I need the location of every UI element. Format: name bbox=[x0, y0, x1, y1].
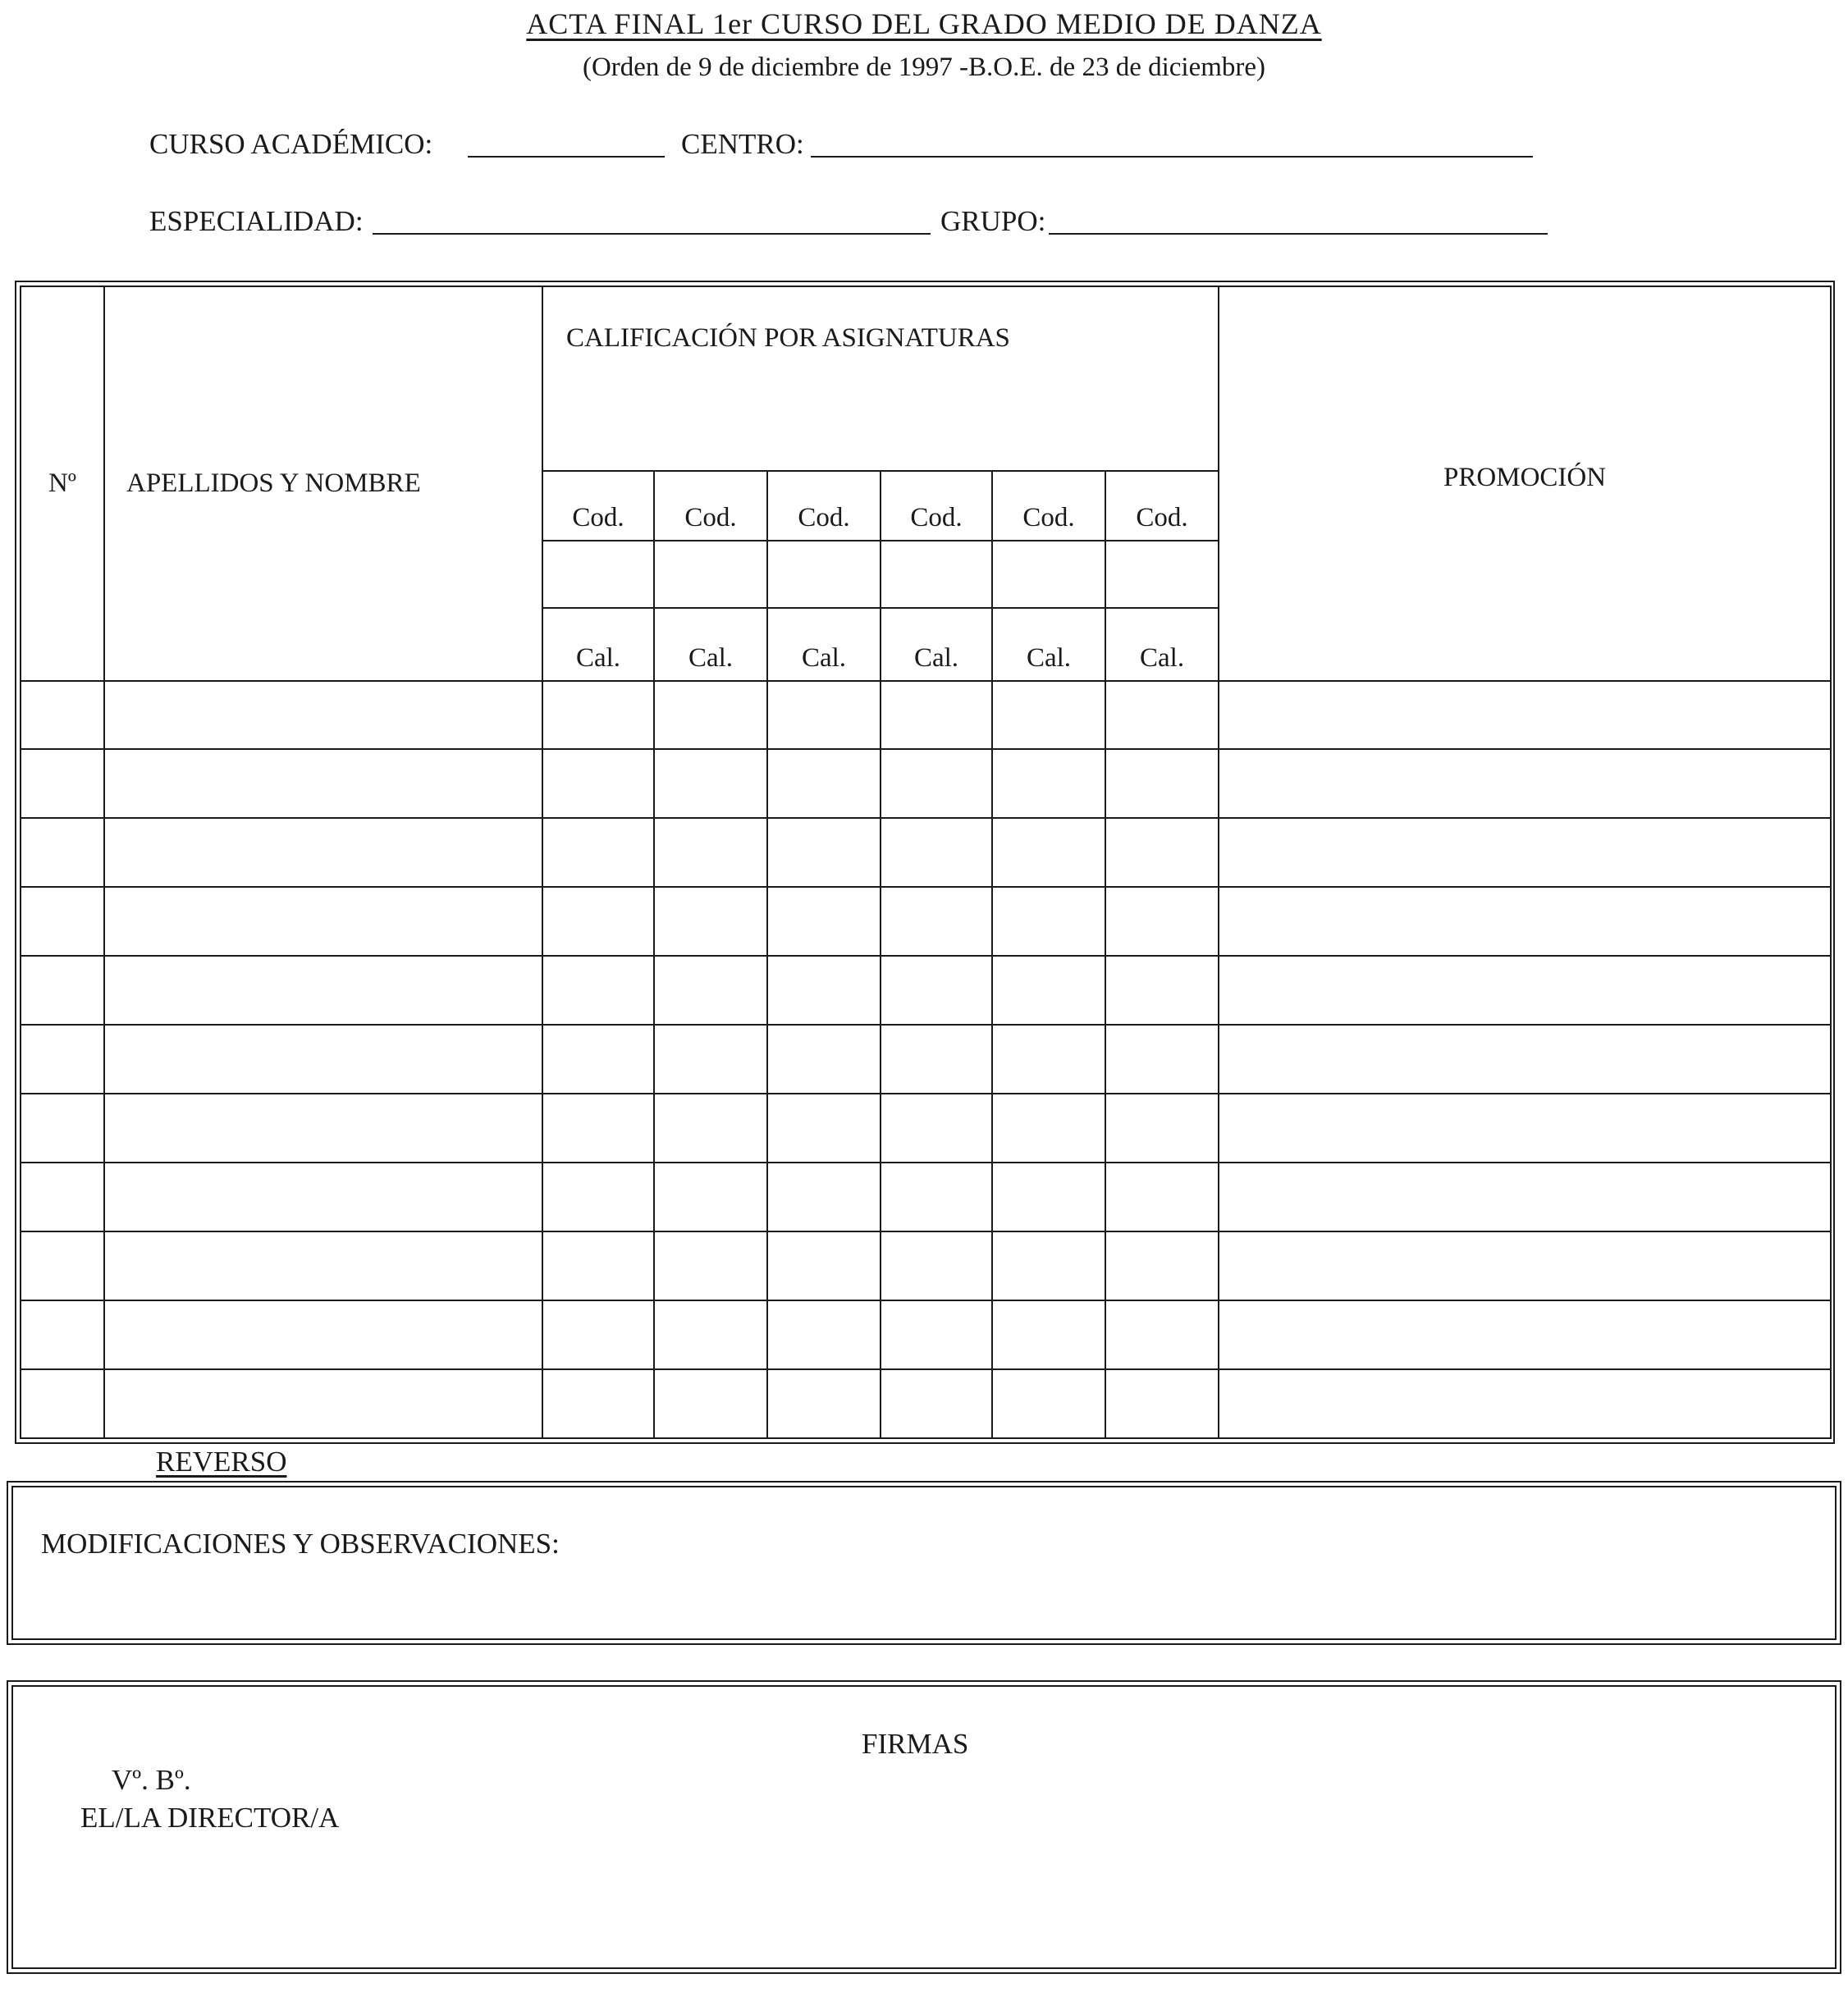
student-name-cell[interactable] bbox=[104, 1369, 542, 1438]
grade-label: Cal. bbox=[767, 608, 881, 680]
row-number-cell[interactable] bbox=[21, 1163, 104, 1231]
observaciones-field[interactable] bbox=[11, 1486, 1837, 1640]
subject-grade-cell[interactable] bbox=[992, 1025, 1105, 1094]
subject-grade-cell[interactable] bbox=[992, 749, 1105, 818]
code-label: Cod. bbox=[992, 471, 1105, 540]
subject-grade-cell[interactable] bbox=[767, 1231, 881, 1300]
student-name-cell[interactable] bbox=[104, 956, 542, 1025]
subject-grade-cell[interactable] bbox=[767, 956, 881, 1025]
promocion-cell[interactable] bbox=[1219, 818, 1831, 887]
grades-table bbox=[20, 286, 1832, 1439]
subject-grade-cell[interactable] bbox=[654, 1369, 767, 1438]
table-row bbox=[21, 1163, 1831, 1231]
table-row bbox=[21, 681, 1831, 750]
subject-grade-cell[interactable] bbox=[881, 1163, 992, 1231]
subject-grade-cell[interactable] bbox=[654, 1163, 767, 1231]
subject-grade-cell[interactable] bbox=[767, 681, 881, 750]
subject-grade-cell[interactable] bbox=[881, 749, 992, 818]
subject-grade-cell[interactable] bbox=[1105, 749, 1219, 818]
promocion-cell[interactable] bbox=[1219, 681, 1831, 750]
promocion-cell[interactable] bbox=[1219, 1025, 1831, 1094]
table-row bbox=[21, 818, 1831, 887]
code-label: Cod. bbox=[542, 471, 654, 540]
subject-grade-cell[interactable] bbox=[992, 956, 1105, 1025]
subject-grade-cell[interactable] bbox=[767, 1369, 881, 1438]
subject-grade-cell[interactable] bbox=[992, 818, 1105, 887]
subject-grade-cell[interactable] bbox=[1105, 1369, 1219, 1438]
subject-grade-cell[interactable] bbox=[992, 681, 1105, 750]
table-row bbox=[21, 1300, 1831, 1369]
observaciones-label: MODIFICACIONES Y OBSERVACIONES: bbox=[41, 1528, 560, 1560]
row-number-cell[interactable] bbox=[21, 749, 104, 818]
subject-grade-cell[interactable] bbox=[654, 1300, 767, 1369]
subject-grade-cell[interactable] bbox=[992, 1231, 1105, 1300]
subject-grade-cell[interactable] bbox=[542, 887, 654, 956]
subject-grade-cell[interactable] bbox=[654, 887, 767, 956]
subject-grade-cell[interactable] bbox=[542, 1025, 654, 1094]
subject-grade-cell[interactable] bbox=[767, 1300, 881, 1369]
subject-code-cell[interactable] bbox=[654, 541, 767, 608]
subject-grade-cell[interactable] bbox=[1105, 1025, 1219, 1094]
table-row bbox=[21, 1369, 1831, 1438]
subject-grade-cell[interactable] bbox=[654, 818, 767, 887]
table-row bbox=[21, 956, 1831, 1025]
grade-label: Cal. bbox=[542, 608, 654, 680]
row-number-cell[interactable] bbox=[21, 956, 104, 1025]
subject-grade-cell[interactable] bbox=[881, 1300, 992, 1369]
especialidad-field[interactable] bbox=[373, 233, 931, 235]
reverso-heading: REVERSO bbox=[156, 1446, 287, 1478]
promocion-cell[interactable] bbox=[1219, 1300, 1831, 1369]
column-header-calificacion: CALIFICACIÓN POR ASIGNATURAS bbox=[542, 286, 1219, 471]
subject-grade-cell[interactable] bbox=[881, 1231, 992, 1300]
row-number-cell[interactable] bbox=[21, 1231, 104, 1300]
student-name-cell[interactable] bbox=[104, 818, 542, 887]
subject-grade-cell[interactable] bbox=[992, 887, 1105, 956]
subject-grade-cell[interactable] bbox=[542, 1231, 654, 1300]
student-name-cell[interactable] bbox=[104, 1094, 542, 1163]
form-subtitle: (Orden de 9 de diciembre de 1997 -B.O.E. de 23 de diciembre) bbox=[582, 53, 1266, 82]
subject-grade-cell[interactable] bbox=[881, 887, 992, 956]
subject-grade-cell[interactable] bbox=[767, 1025, 881, 1094]
subject-grade-cell[interactable] bbox=[654, 956, 767, 1025]
subject-grade-cell[interactable] bbox=[542, 1300, 654, 1369]
subject-grade-cell[interactable] bbox=[881, 818, 992, 887]
student-name-cell[interactable] bbox=[104, 1025, 542, 1094]
subject-grade-cell[interactable] bbox=[654, 681, 767, 750]
subject-grade-cell[interactable] bbox=[542, 1163, 654, 1231]
subject-grade-cell[interactable] bbox=[1105, 818, 1219, 887]
promocion-cell[interactable] bbox=[1219, 1094, 1831, 1163]
subject-grade-cell[interactable] bbox=[992, 1369, 1105, 1438]
student-name-cell[interactable] bbox=[104, 1300, 542, 1369]
column-header-promocion: PROMOCIÓN bbox=[1219, 286, 1831, 681]
subject-grade-cell[interactable] bbox=[542, 681, 654, 750]
subject-grade-cell[interactable] bbox=[767, 887, 881, 956]
code-label: Cod. bbox=[654, 471, 767, 540]
table-row bbox=[21, 749, 1831, 818]
subject-grade-cell[interactable] bbox=[654, 1025, 767, 1094]
subject-grade-cell[interactable] bbox=[767, 818, 881, 887]
grade-label: Cal. bbox=[881, 608, 992, 680]
table-row bbox=[21, 1094, 1831, 1163]
subject-grade-cell[interactable] bbox=[1105, 956, 1219, 1025]
row-number-cell[interactable] bbox=[21, 887, 104, 956]
subject-grade-cell[interactable] bbox=[881, 1094, 992, 1163]
subject-grade-cell[interactable] bbox=[542, 956, 654, 1025]
promocion-cell[interactable] bbox=[1219, 1163, 1831, 1231]
grupo-field[interactable] bbox=[1049, 233, 1548, 235]
subject-code-cell[interactable] bbox=[767, 541, 881, 608]
subject-grade-cell[interactable] bbox=[881, 1369, 992, 1438]
table-row bbox=[21, 1025, 1831, 1094]
row-number-cell[interactable] bbox=[21, 1369, 104, 1438]
subject-grade-cell[interactable] bbox=[1105, 1163, 1219, 1231]
student-name-cell[interactable] bbox=[104, 749, 542, 818]
subject-grade-cell[interactable] bbox=[654, 1094, 767, 1163]
promocion-cell[interactable] bbox=[1219, 749, 1831, 818]
subject-grade-cell[interactable] bbox=[542, 749, 654, 818]
subject-code-cell[interactable] bbox=[542, 541, 654, 608]
subject-code-cell[interactable] bbox=[992, 541, 1105, 608]
promocion-cell[interactable] bbox=[1219, 1369, 1831, 1438]
student-name-cell[interactable] bbox=[104, 887, 542, 956]
table-row bbox=[21, 1231, 1831, 1300]
especialidad-label: ESPECIALIDAD: bbox=[149, 205, 364, 237]
curso-academico-field[interactable] bbox=[468, 156, 665, 158]
form-title: ACTA FINAL 1er CURSO DEL GRADO MEDIO DE DANZA bbox=[526, 7, 1322, 40]
student-name-cell[interactable] bbox=[104, 1163, 542, 1231]
table-row bbox=[21, 887, 1831, 956]
grade-label: Cal. bbox=[992, 608, 1105, 680]
subject-code-cell[interactable] bbox=[1105, 541, 1219, 608]
subject-grade-cell[interactable] bbox=[542, 818, 654, 887]
visto-bueno-label: Vº. Bº. bbox=[112, 1764, 191, 1796]
subject-grade-cell[interactable] bbox=[542, 1094, 654, 1163]
subject-grade-cell[interactable] bbox=[992, 1163, 1105, 1231]
subject-grade-cell[interactable] bbox=[542, 1369, 654, 1438]
subject-grade-cell[interactable] bbox=[654, 749, 767, 818]
grade-label: Cal. bbox=[1105, 608, 1219, 680]
row-number-cell[interactable] bbox=[21, 1025, 104, 1094]
centro-field[interactable] bbox=[811, 156, 1533, 158]
subject-grade-cell[interactable] bbox=[1105, 1231, 1219, 1300]
subject-grade-cell[interactable] bbox=[1105, 1094, 1219, 1163]
subject-grade-cell[interactable] bbox=[881, 956, 992, 1025]
row-number-cell[interactable] bbox=[21, 1300, 104, 1369]
grade-label: Cal. bbox=[654, 608, 767, 680]
subject-grade-cell[interactable] bbox=[881, 681, 992, 750]
centro-label: CENTRO: bbox=[681, 128, 804, 160]
promocion-cell[interactable] bbox=[1219, 956, 1831, 1025]
row-number-cell[interactable] bbox=[21, 818, 104, 887]
row-number-cell[interactable] bbox=[21, 1094, 104, 1163]
subject-grade-cell[interactable] bbox=[992, 1300, 1105, 1369]
row-number-cell[interactable] bbox=[21, 681, 104, 750]
subject-grade-cell[interactable] bbox=[881, 1025, 992, 1094]
subject-grade-cell[interactable] bbox=[767, 1094, 881, 1163]
subject-grade-cell[interactable] bbox=[654, 1231, 767, 1300]
subject-code-cell[interactable] bbox=[881, 541, 992, 608]
director-label: EL/LA DIRECTOR/A bbox=[80, 1802, 340, 1834]
firmas-title: FIRMAS bbox=[862, 1728, 969, 1760]
column-header-no: Nº bbox=[21, 286, 104, 681]
subject-grade-cell[interactable] bbox=[1105, 1300, 1219, 1369]
code-label: Cod. bbox=[1105, 471, 1219, 540]
promocion-cell[interactable] bbox=[1219, 887, 1831, 956]
code-label: Cod. bbox=[767, 471, 881, 540]
student-name-cell[interactable] bbox=[104, 681, 542, 750]
subject-grade-cell[interactable] bbox=[992, 1094, 1105, 1163]
curso-academico-label: CURSO ACADÉMICO: bbox=[149, 128, 433, 160]
promocion-cell[interactable] bbox=[1219, 1231, 1831, 1300]
student-name-cell[interactable] bbox=[104, 1231, 542, 1300]
code-label: Cod. bbox=[881, 471, 992, 540]
subject-grade-cell[interactable] bbox=[1105, 681, 1219, 750]
column-header-name: APELLIDOS Y NOMBRE bbox=[104, 286, 542, 681]
subject-grade-cell[interactable] bbox=[767, 749, 881, 818]
subject-grade-cell[interactable] bbox=[1105, 887, 1219, 956]
subject-grade-cell[interactable] bbox=[767, 1163, 881, 1231]
grupo-label: GRUPO: bbox=[940, 205, 1046, 237]
